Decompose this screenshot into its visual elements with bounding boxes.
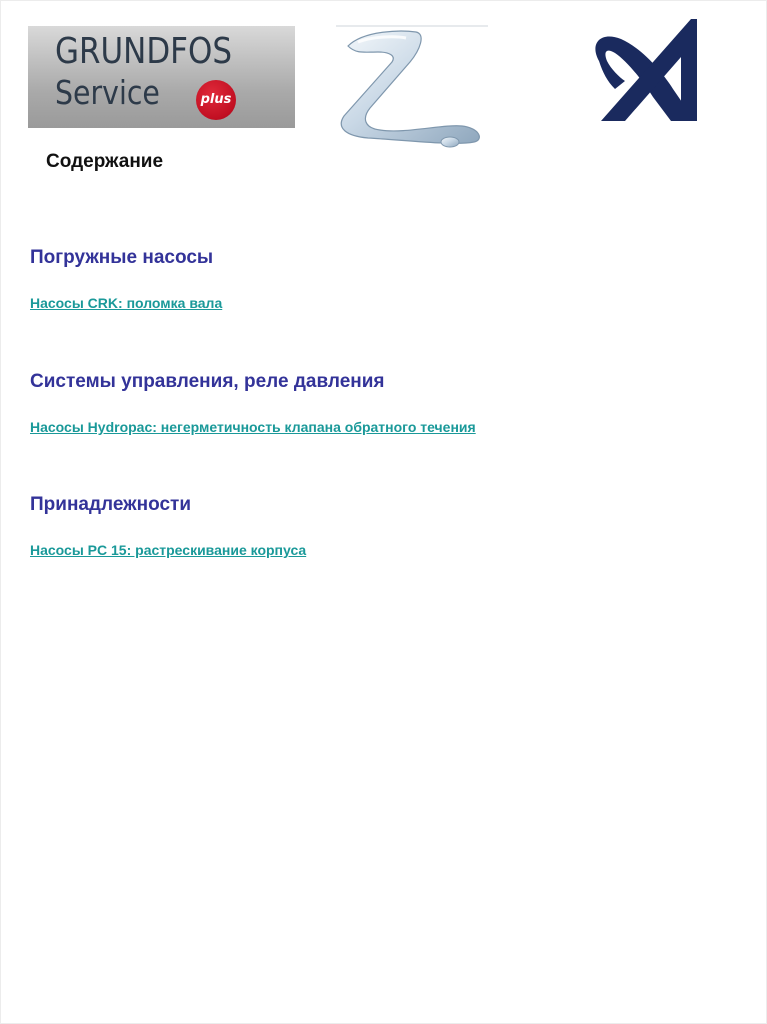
z-water-logo-icon <box>334 24 490 152</box>
link-crk-shaft-failure[interactable]: Насосы CRK: поломка вала <box>30 295 223 311</box>
link-pc15-housing-cracking[interactable]: Насосы PC 15: растрескивание корпуса <box>30 542 307 558</box>
grundfos-service-logo <box>28 26 295 128</box>
section-heading-control-systems: Системы управления, реле давления <box>30 371 385 392</box>
grundfos-brand-text: GRUNDFOS <box>55 31 232 72</box>
section-heading-accessories: Принадлежности <box>30 494 192 515</box>
x-logo-icon <box>585 17 700 124</box>
link-hydropac-valve-leak[interactable]: Насосы Hydropac: негерметичность клапана обратного течения <box>30 419 476 435</box>
section-heading-submersible-pumps: Погружные насосы <box>30 247 214 268</box>
grundfos-service-text: Service <box>55 73 160 112</box>
plus-badge: plus <box>196 80 236 120</box>
page-title: Содержание <box>46 151 164 172</box>
